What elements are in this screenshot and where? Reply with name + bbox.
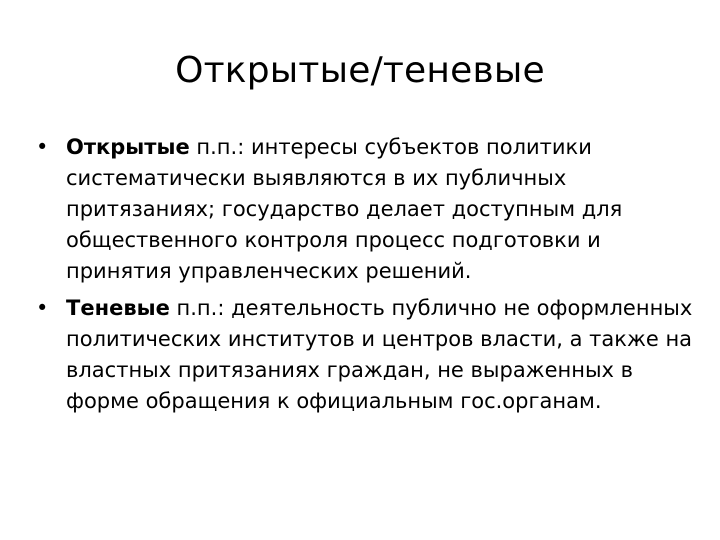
- bullet-marker: •: [36, 135, 49, 159]
- bullet-list: [36, 132, 696, 423]
- bullet-text: п.п.: деятельность публично не оформленных политических институтов и центров власти, а также на властных притязаниях граждан, не выраженных в форме обращения к официальным гос.органам.: [66, 296, 693, 413]
- bullet-item-open: [36, 132, 696, 287]
- slide-title: Открытые/теневые: [175, 50, 545, 91]
- bullet-term: Открытые: [66, 135, 190, 159]
- bullet-marker: •: [36, 296, 49, 320]
- bullet-text: п.п.: интересы субъектов политики систематически выявляются в их публичных притязаниях; государство делает доступным для общественного контроля процесс подготовки и принятия управленческих решений.: [66, 135, 623, 283]
- bullet-item-shadow: [36, 293, 696, 417]
- bullet-term: Теневые: [66, 296, 170, 320]
